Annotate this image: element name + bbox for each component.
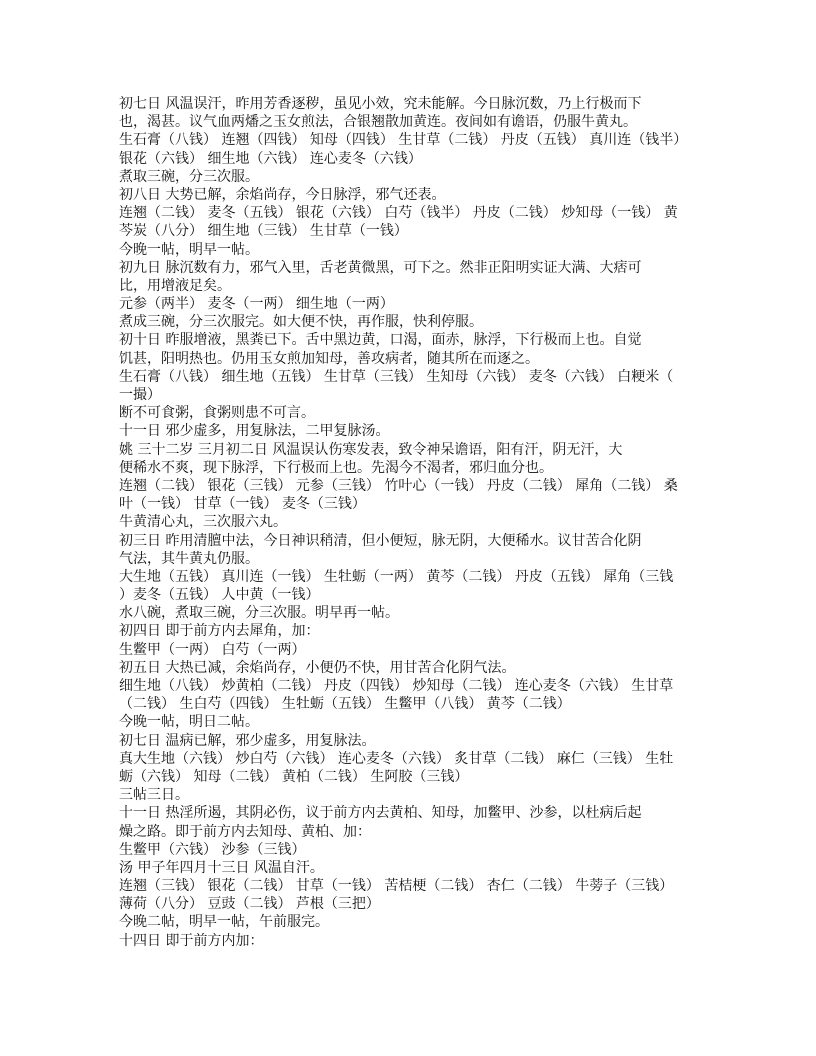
text-line: 薄荷（八分） 豆豉（二钱） 芦根（三把） xyxy=(119,896,380,913)
text-line: 银花（六钱） 细生地（六钱） 连心麦冬（六钱） xyxy=(119,150,422,167)
text-line: 初八日 大势已解，余焰尚存，今日脉浮，邪气还表。 xyxy=(119,186,446,203)
text-line: 饥甚，阳明热也。仍用玉女煎加知母，善攻病者，随其所在而逐之。 xyxy=(119,350,539,367)
text-line: 真大生地（六钱） 炒白芍（六钱） 连心麦冬（六钱） 炙甘草（二钱） 麻仁（三钱） 生牡 xyxy=(119,750,674,767)
text-line: 连翘（二钱） 麦冬（五钱） 银花（六钱） 白芍（钱半） 丹皮（二钱） 炒知母（一钱） 黄 xyxy=(119,205,678,222)
text-line: 叶（一钱） 甘草（一钱） 麦冬（三钱） xyxy=(119,496,366,513)
text-line: 水八碗，煮取三碗，分三次服。明早再一帖。 xyxy=(119,605,399,622)
text-line: ）麦冬（五钱） 人中黄（一钱） xyxy=(119,587,320,604)
text-line: 十一日 邪少虚多，用复脉法，二甲复脉汤。 xyxy=(119,423,390,440)
text-line: 初四日 即于前方内去犀角，加： xyxy=(119,623,320,640)
text-line: 生鳖甲（一两） 白芍（一两） xyxy=(119,641,306,658)
text-line: 也，渴甚。议气血两燔之玉女煎法，合银翘散加黄连。夜间如有谵语，仍服牛黄丸。 xyxy=(119,114,637,131)
text-line: 姚 三十二岁 三月初二日 风温误认伤寒发表，致令神呆谵语，阳有汗，阴无汗，大 xyxy=(119,441,623,458)
text-line: 初九日 脉沉数有力，邪气入里，舌老黄微黑，可下之。然非正阳明实证大满、大痞可 xyxy=(119,259,642,276)
text-line: 今晚一帖，明日二帖。 xyxy=(119,714,259,731)
text-line: 十四日 即于前方内加： xyxy=(119,932,264,949)
text-line: 三帖三日。 xyxy=(119,787,189,804)
document-page xyxy=(119,95,719,950)
text-line: 初七日 温病已解，邪少虚多，用复脉法。 xyxy=(119,732,376,749)
text-line: 初三日 昨用清膻中法，今日神识稍清，但小便短，脉无阴，大便稀水。议甘苦合化阴 xyxy=(119,532,642,549)
text-line: 细生地（八钱） 炒黄柏（二钱） 丹皮（四钱） 炒知母（二钱） 连心麦冬（六钱） 生甘草 xyxy=(119,678,674,694)
text-line: 初七日 风温误汗，昨用芳香逐秽，虽见小效，究未能解。今日脉沉数，乃上行极而下 xyxy=(119,96,642,112)
text-line: 芩炭（八分） 细生地（三钱） 生甘草（一钱） xyxy=(119,223,408,240)
text-line: 元参（两半） 麦冬（一两） 细生地（一两） xyxy=(119,296,394,313)
text-line: 初五日 大热已减，余焰尚存，小便仍不快，用甘苦合化阴气法。 xyxy=(119,659,516,676)
text-line: 大生地（五钱） 真川连（一钱） 生牡蛎（一两） 黄芩（二钱） 丹皮（五钱） 犀角（三钱 xyxy=(119,568,674,585)
text-line: 生石膏（八钱） 细生地（五钱） 生甘草（三钱） 生知母（六钱） 麦冬（六钱） 白粳米（ xyxy=(119,368,674,385)
text-line: 蛎（六钱） 知母（二钱） 黄柏（二钱） 生阿胶（三钱） xyxy=(119,768,469,785)
text-line: 生石膏（八钱） 连翘（四钱） 知母（四钱） 生甘草（二钱） 丹皮（五钱） 真川连（钱半） xyxy=(119,132,688,149)
text-line: 一撮） xyxy=(119,387,161,403)
text-line: 生鳖甲（六钱） 沙参（三钱） xyxy=(119,841,306,858)
text-line: 十一日 热淫所遏，其阴必伤，议于前方内去黄柏、知母，加鳖甲、沙参，以杜病后起 xyxy=(119,805,642,822)
text-line: 今晚一帖，明早一帖。 xyxy=(119,241,259,258)
text-line: 气法，其牛黄丸仍服。 xyxy=(119,550,259,567)
text-line: 汤 甲子年四月十三日 风温自汗。 xyxy=(119,859,324,876)
text-line: 连翘（二钱） 银花（三钱） 元参（三钱） 竹叶心（一钱） 丹皮（二钱） 犀角（二钱） 桑 xyxy=(119,477,678,494)
text-line: 比，用增液足矣。 xyxy=(119,277,231,294)
text-line: （二钱） 生白芍（四钱） 生牡蛎（五钱） 生鳖甲（八钱） 黄芩（二钱） xyxy=(119,696,571,713)
text-line: 连翘（三钱） 银花（二钱） 甘草（一钱） 苦桔梗（二钱） 杏仁（二钱） 牛蒡子（三钱） xyxy=(119,878,674,895)
text-line: 煮成三碗，分三次服完。如大便不快，再作服，快利停服。 xyxy=(119,314,483,331)
text-line: 初十日 昨服增液，黑粪已下。舌中黑边黄，口渴，面赤，脉浮，下行极而上也。自觉 xyxy=(119,332,642,349)
text-line: 便稀水不爽，现下脉浮，下行极而上也。先渴今不渴者，邪归血分也。 xyxy=(119,459,553,476)
text-line: 燥之路。即于前方内去知母、黄柏、加： xyxy=(119,823,371,840)
text-line: 今晚二帖，明早一帖，午前服完。 xyxy=(119,914,329,931)
text-line: 煮取三碗，分三次服。 xyxy=(119,168,259,185)
text-line: 牛黄清心丸，三次服六丸。 xyxy=(119,514,287,531)
text-line: 断不可食粥，食粥则患不可言。 xyxy=(119,405,315,422)
